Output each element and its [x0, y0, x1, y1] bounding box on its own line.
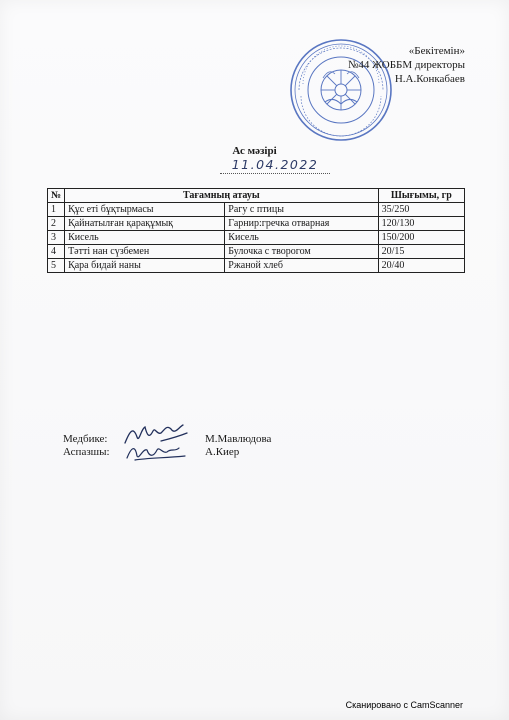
- table-row: [48, 203, 465, 217]
- table-row: [48, 259, 465, 273]
- dish-name-kazakh: Құс еті бұқтырмасы: [65, 203, 225, 217]
- dish-name-russian: Ржаной хлеб: [225, 259, 378, 273]
- table-row: [48, 231, 465, 245]
- column-header-portion: Шығымы, гр: [378, 189, 464, 203]
- dish-name-russian: Булочка с творогом: [225, 245, 378, 259]
- menu-date: 11.04.2022: [220, 157, 330, 174]
- approval-director-name: Н.А.Конкабаев: [394, 73, 465, 85]
- column-header-dish-name: Тағамның атауы: [65, 189, 379, 203]
- dish-name-kazakh: Қайнатылған қарақұмық: [65, 217, 225, 231]
- approval-block: [348, 44, 465, 86]
- dish-name-russian: Рагу с птицы: [225, 203, 378, 217]
- row-number: 4: [48, 245, 65, 259]
- portion-grams: 20/40: [378, 259, 464, 273]
- row-number: 3: [48, 231, 65, 245]
- table-row: [48, 245, 465, 259]
- approval-heading: «Бекітемін»: [408, 45, 465, 57]
- portion-grams: 35/250: [378, 203, 464, 217]
- cook-signature-row: [63, 446, 323, 462]
- scanner-watermark: Сканировано с CamScanner: [345, 700, 463, 710]
- portion-grams: 20/15: [378, 245, 464, 259]
- cook-handwritten-signature-icon: [121, 440, 191, 464]
- dish-name-russian: Кисель: [225, 231, 378, 245]
- menu-title: Ас мәзірі: [232, 145, 277, 157]
- cook-label: Аспазшы:: [63, 446, 110, 458]
- column-header-number: №: [48, 189, 65, 203]
- nurse-label: Медбике:: [63, 433, 108, 445]
- nurse-name: М.Мавлюдова: [205, 433, 272, 445]
- portion-grams: 120/130: [378, 217, 464, 231]
- dish-name-kazakh: Қара бидай наны: [65, 259, 225, 273]
- menu-table: [47, 188, 465, 273]
- dish-name-kazakh: Тәтті нан сүзбемен: [65, 245, 225, 259]
- row-number: 5: [48, 259, 65, 273]
- cook-name: А.Киер: [205, 446, 240, 458]
- row-number: 2: [48, 217, 65, 231]
- portion-grams: 150/200: [378, 231, 464, 245]
- approval-position: №44 ЖОББМ директоры: [347, 59, 465, 71]
- table-row: [48, 217, 465, 231]
- dish-name-russian: Гарнир:гречка отварная: [225, 217, 378, 231]
- dish-name-kazakh: Кисель: [65, 231, 225, 245]
- table-header-row: [48, 189, 465, 203]
- row-number: 1: [48, 203, 65, 217]
